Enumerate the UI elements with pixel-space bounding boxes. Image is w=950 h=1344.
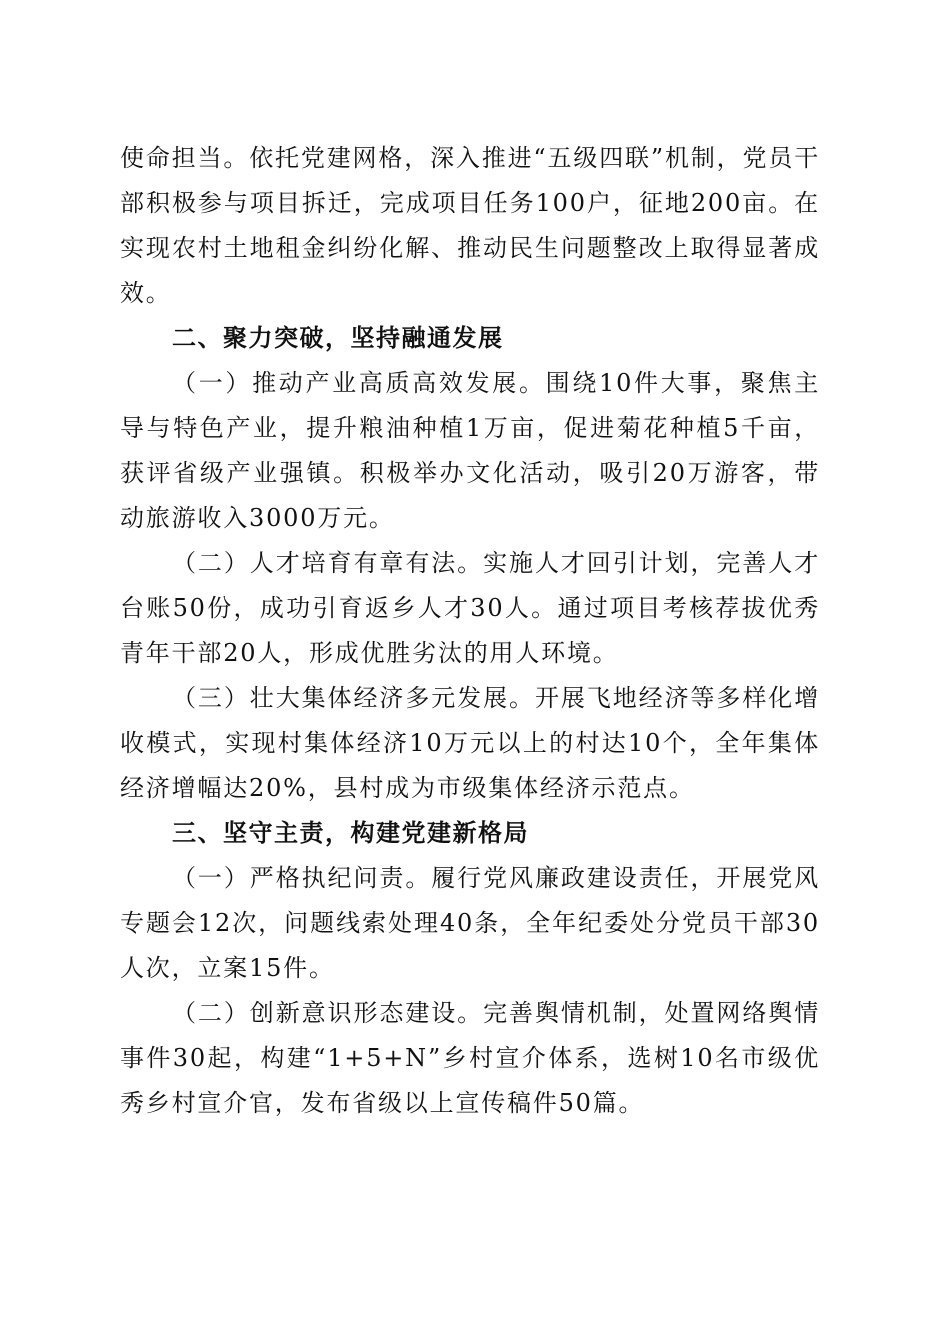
section-3-heading: 三、坚守主责，构建党建新格局 [172, 819, 529, 847]
section-3-item-1: （一）严格执纪问责。履行党风廉政建设责任，开展党风专题会12次，问题线索处理40条，全年纪委处分党员干部30人次，立案15件。 [120, 864, 820, 982]
section-3-item-2: （二）创新意识形态建设。完善舆情机制，处置网络舆情事件30起，构建“1+5+N”乡村宣介体系，选树10名市级优秀乡村宣介官，发布省级以上宣传稿件50篇。 [120, 999, 820, 1117]
document-page [120, 136, 820, 1126]
section-2-heading: 二、聚力突破，坚持融通发展 [172, 324, 504, 352]
section-2-item-2: （二）人才培育有章有法。实施人才回引计划，完善人才台账50份，成功引育返乡人才30人。通过项目考核荐拔优秀青年干部20人，形成优胜劣汰的用人环境。 [120, 549, 820, 667]
intro-paragraph: 使命担当。依托党建网格，深入推进“五级四联”机制，党员干部积极参与项目拆迁，完成项目任务100户，征地200亩。在实现农村土地租金纠纷化解、推动民生问题整改上取得显著成效。 [120, 144, 820, 307]
section-2-item-1: （一）推动产业高质高效发展。围绕10件大事，聚焦主导与特色产业，提升粮油种植1万亩，促进菊花种植5千亩，获评省级产业强镇。积极举办文化活动，吸引20万游客，带动旅游收入3000万元。 [120, 369, 820, 532]
section-2-item-3: （三）壮大集体经济多元发展。开展飞地经济等多样化增收模式，实现村集体经济10万元以上的村达10个，全年集体经济增幅达20%，县村成为市级集体经济示范点。 [120, 684, 820, 802]
